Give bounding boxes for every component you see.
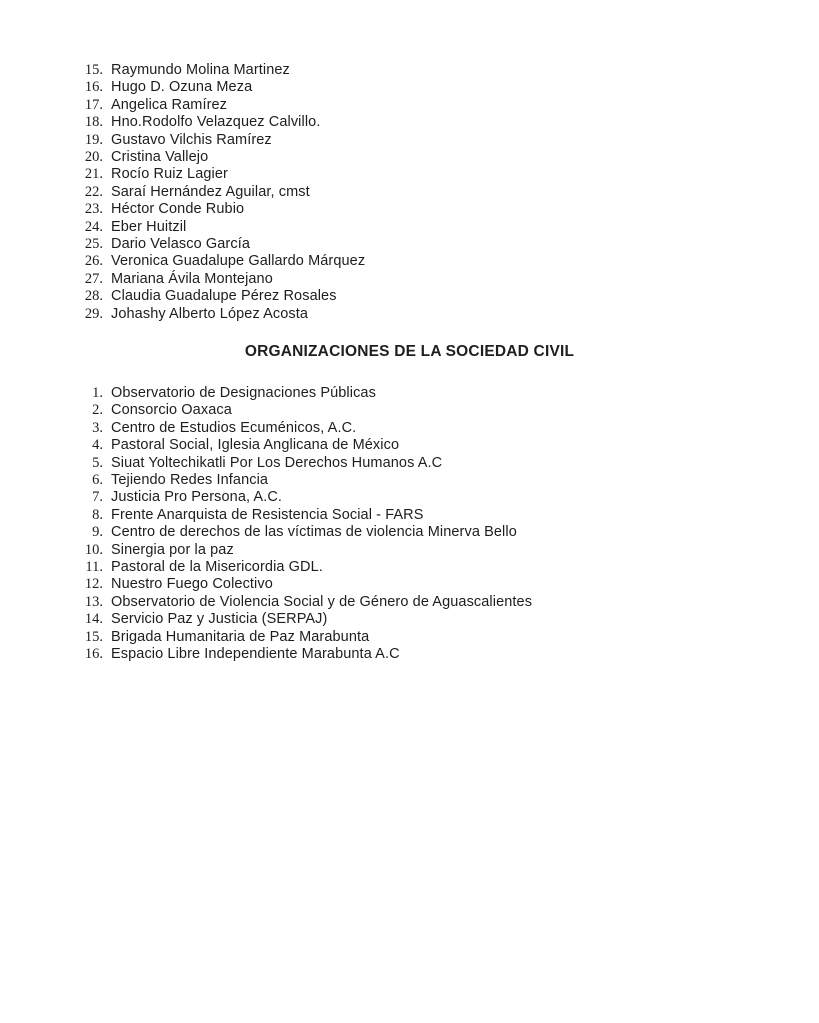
list-item-text: Gustavo Vilchis Ramírez — [111, 131, 272, 148]
organizations-list — [79, 385, 779, 664]
list-item — [79, 79, 779, 96]
list-item — [79, 97, 779, 114]
list-item — [79, 253, 779, 270]
list-item — [79, 629, 779, 646]
list-item-number: 11. — [85, 559, 103, 576]
list-item-text: Hno.Rodolfo Velazquez Calvillo. — [111, 114, 321, 131]
list-item — [79, 646, 779, 663]
list-item — [79, 149, 779, 166]
list-item — [79, 306, 779, 323]
list-item-text: Johashy Alberto López Acosta — [111, 305, 309, 322]
section-heading: ORGANIZACIONES DE LA SOCIEDAD CIVIL — [244, 343, 575, 360]
list-item — [79, 524, 779, 541]
list-item-number: 22. — [84, 183, 103, 200]
list-item — [79, 542, 779, 559]
list-item-text: Siuat Yoltechikatli Por Los Derechos Humanos A.C — [111, 454, 443, 471]
list-item — [79, 236, 779, 253]
list-item — [79, 455, 779, 472]
list-item-text: Hugo D. Ozuna Meza — [111, 79, 253, 96]
list-item-number: 15. — [84, 62, 103, 78]
list-item-text: Pastoral Social, Iglesia Anglicana de México — [111, 437, 400, 454]
list-item-number: 16. — [84, 646, 103, 663]
list-item-text: Centro de Estudios Ecuménicos, A.C. — [111, 419, 357, 436]
list-item-number: 13. — [84, 593, 103, 610]
list-item — [79, 489, 779, 506]
list-item — [79, 402, 779, 419]
list-item-number: 15. — [84, 628, 103, 645]
list-item — [79, 594, 779, 611]
list-item — [79, 166, 779, 183]
list-item-text: Rocío Ruiz Lagier — [111, 166, 228, 183]
list-item-number: 4. — [92, 437, 103, 454]
list-item-number: 24. — [84, 218, 103, 235]
list-item — [79, 559, 779, 576]
list-item-text: Angelica Ramírez — [111, 96, 228, 113]
participants-list — [79, 62, 779, 323]
list-item-number: 1. — [92, 385, 103, 401]
list-item — [79, 201, 779, 218]
list-item-text: Espacio Libre Independiente Marabunta A.C — [111, 646, 400, 663]
list-item-text: Justicia Pro Persona, A.C. — [111, 489, 283, 506]
list-item-text: Nuestro Fuego Colectivo — [111, 576, 273, 593]
list-item — [79, 385, 779, 402]
list-item — [79, 437, 779, 454]
list-item-number: 23. — [84, 201, 103, 218]
list-item-text: Pastoral de la Misericordia GDL. — [111, 559, 323, 576]
list-item-number: 7. — [92, 489, 103, 506]
list-item-number: 19. — [84, 131, 103, 148]
list-item-number: 14. — [84, 611, 103, 628]
list-item — [79, 420, 779, 437]
list-item-text: Dario Velasco García — [111, 236, 251, 253]
list-item-number: 21. — [84, 166, 103, 183]
list-item — [79, 184, 779, 201]
list-item-text: Claudia Guadalupe Pérez Rosales — [111, 288, 337, 305]
list-item-number: 9. — [92, 524, 103, 541]
list-item-number: 2. — [92, 402, 103, 419]
list-item — [79, 611, 779, 628]
list-item-text: Cristina Vallejo — [111, 149, 209, 166]
list-item-number: 20. — [84, 149, 103, 166]
list-item-text: Raymundo Molina Martinez — [111, 62, 290, 78]
list-item-number: 18. — [84, 114, 103, 131]
list-item-text: Consorcio Oaxaca — [111, 402, 232, 419]
list-item-number: 26. — [84, 253, 103, 270]
list-item-number: 25. — [84, 236, 103, 253]
list-item-text: Sinergia por la paz — [111, 541, 234, 558]
list-item-number: 5. — [92, 454, 103, 471]
list-item-number: 10. — [84, 541, 103, 558]
list-item-text: Veronica Guadalupe Gallardo Márquez — [111, 253, 366, 270]
list-item — [79, 62, 779, 79]
list-item-number: 6. — [92, 472, 103, 489]
list-item-text: Frente Anarquista de Resistencia Social - FARS — [111, 506, 424, 523]
list-item — [79, 472, 779, 489]
list-item-number: 16. — [84, 79, 103, 96]
list-item — [79, 576, 779, 593]
list-item-text: Eber Huitzil — [111, 218, 187, 235]
list-item — [79, 114, 779, 131]
list-item — [79, 132, 779, 149]
list-item-number: 8. — [92, 506, 103, 523]
list-item — [79, 271, 779, 288]
list-item-text: Servicio Paz y Justicia (SERPAJ) — [111, 611, 328, 628]
list-item-text: Héctor Conde Rubio — [111, 201, 245, 218]
list-item-text: Brigada Humanitaria de Paz Marabunta — [111, 628, 370, 645]
list-item-text: Saraí Hernández Aguilar, cmst — [111, 183, 310, 200]
list-item — [79, 507, 779, 524]
list-item-number: 3. — [92, 419, 103, 436]
list-item — [79, 219, 779, 236]
list-item — [79, 288, 779, 305]
list-item-text: Centro de derechos de las víctimas de violencia Minerva Bello — [111, 524, 517, 541]
list-item-text: Tejiendo Redes Infancia — [111, 472, 269, 489]
list-item-number: 29. — [84, 305, 103, 322]
list-item-number: 28. — [84, 288, 103, 305]
list-item-text: Mariana Ávila Montejano — [111, 270, 273, 287]
list-item-text: Observatorio de Violencia Social y de Género de Aguascalientes — [111, 593, 533, 610]
list-item-number: 12. — [84, 576, 103, 593]
list-item-text: Observatorio de Designaciones Públicas — [111, 385, 376, 401]
list-item-number: 17. — [84, 96, 103, 113]
list-item-number: 27. — [84, 270, 103, 287]
